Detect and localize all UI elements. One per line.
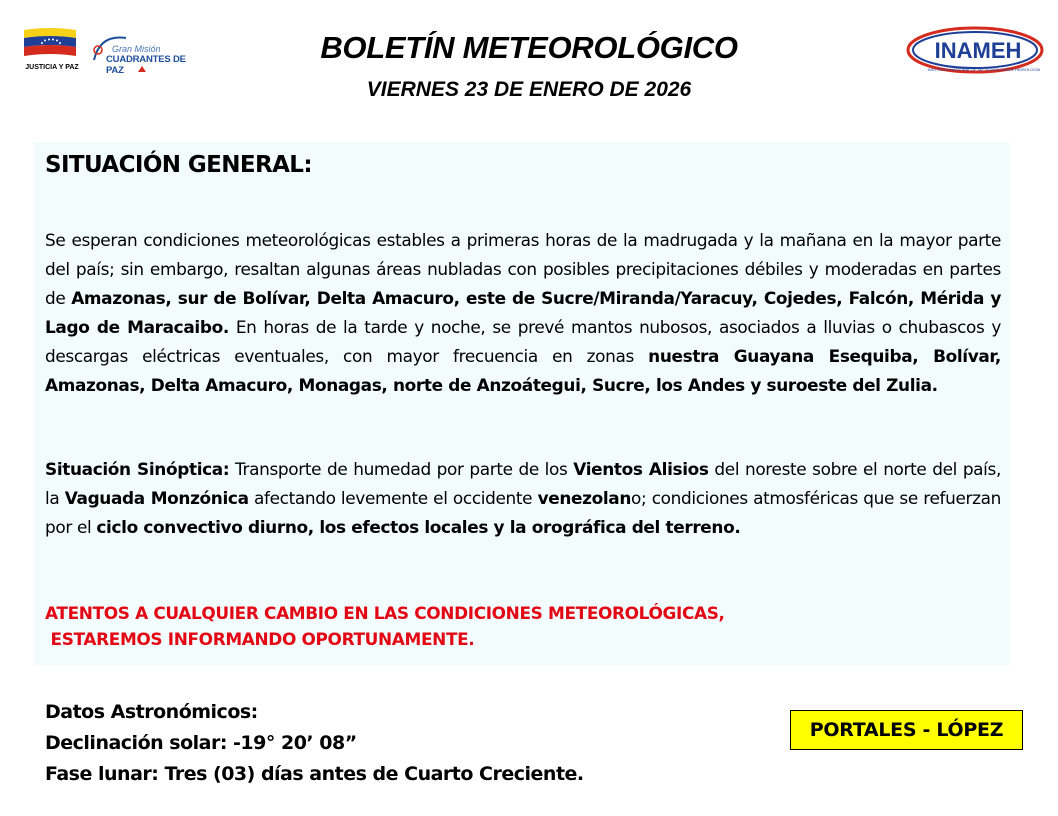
p2-text-c: del noreste sobre el norte del país, la bbox=[45, 459, 1001, 508]
situacion-general-panel bbox=[34, 142, 1010, 665]
p1-regions-afternoon: nuestra Guayana Esequiba, Bolívar, Amazonas, Delta Amacuro, Monagas, norte de Anzoátegui, Sucre, los Andes y suroeste del Zulia. bbox=[45, 346, 1001, 395]
p1-text-c: En horas de la tarde y noche, se prevé mantos nubosos, asociados a lluvias o chubascos y descargas eléctricas eventuales, con mayor frecuencia en zonas bbox=[45, 317, 1001, 366]
gran-mision-text: Gran Misión bbox=[112, 44, 161, 54]
p2-ciclo-convectivo: ciclo convectivo diurno, los efectos locales y la orográfica del terreno. bbox=[96, 517, 741, 537]
alert-line-1: ATENTOS A CUALQUIER CAMBIO EN LAS CONDICIONES METEOROLÓGICAS, bbox=[45, 603, 725, 623]
inameh-logo bbox=[904, 24, 1046, 80]
inameh-caption-text: INSTITUTO NACIONAL DE METEOROLOGÍA E HIDROLOGÍA bbox=[927, 67, 1041, 72]
sinoptica-paragraph bbox=[45, 455, 1001, 542]
p1-text-a: Se esperan condiciones meteorológicas estables a primeras horas de la madrugada y la mañana en la mayor parte del país; sin embargo, resaltan algunas áreas nubladas con posibles precipitaciones débiles y moderadas en partes de bbox=[45, 230, 1001, 308]
justicia-paz-caption: JUSTICIA Y PAZ bbox=[25, 64, 79, 71]
alert-message bbox=[45, 600, 725, 652]
p2-text-g: o; condiciones atmosféricas que se refuerzan por el bbox=[45, 488, 1001, 537]
p2-vaguada: Vaguada Monzónica bbox=[64, 488, 249, 508]
datos-astronomicos bbox=[45, 697, 584, 790]
p2-alisios: Vientos Alisios bbox=[573, 459, 709, 479]
p1-regions-morning: Amazonas, sur de Bolívar, Delta Amacuro, este de Sucre/Miranda/Yaracuy, Cojedes, Falcón, Mérida y Lago de Maracaibo. bbox=[45, 288, 1001, 337]
alert-line-2: ESTAREMOS INFORMANDO OPORTUNAMENTE. bbox=[45, 629, 475, 649]
section-title: SITUACIÓN GENERAL: bbox=[45, 152, 312, 178]
p2-text-a: Transporte de humedad por parte de los bbox=[229, 459, 574, 479]
portales-lopez-badge: PORTALES - LÓPEZ bbox=[790, 710, 1023, 750]
astro-title: Datos Astronómicos: bbox=[45, 701, 258, 723]
p2-venezolan: venezolan bbox=[537, 488, 632, 508]
page-subtitle: VIERNES 23 DE ENERO DE 2026 bbox=[366, 78, 692, 101]
sinoptica-label: Situación Sinóptica: bbox=[45, 459, 230, 479]
p2-text-e: afectando levemente el occidente bbox=[248, 488, 538, 508]
page-title: BOLETÍN METEOROLÓGICO bbox=[320, 30, 738, 65]
cuadrantes-de-paz-text: CUADRANTES DE PAZ bbox=[106, 54, 186, 76]
inameh-logo-text: INAMEH bbox=[934, 38, 1022, 63]
astro-declinacion: Declinación solar: -19° 20’ 08” bbox=[45, 732, 357, 754]
situacion-paragraph bbox=[45, 226, 1001, 400]
astro-fase-lunar: Fase lunar: Tres (03) días antes de Cuarto Creciente. bbox=[45, 763, 584, 785]
